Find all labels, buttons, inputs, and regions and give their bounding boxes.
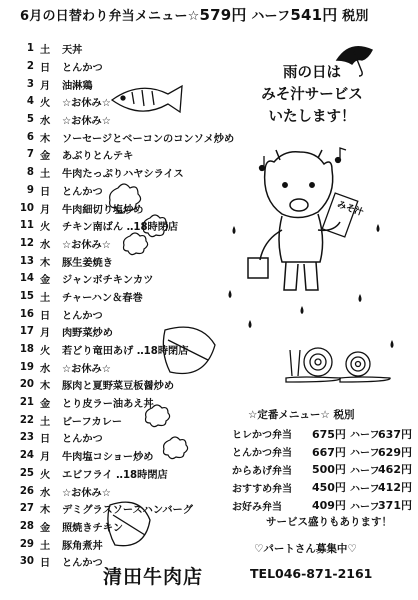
menu-item: ☆お休み☆ [62, 116, 111, 128]
title-text: 6月の日替わり弁当メニュー☆ [20, 9, 200, 24]
set-half-label: ハーフ [350, 430, 380, 442]
set-half-price: 629円 [378, 445, 412, 459]
day-number: 11 [19, 220, 34, 232]
menu-item: とんかつ [62, 63, 103, 75]
day-number: 23 [19, 432, 34, 444]
weekday: 金 [40, 275, 51, 287]
set-half-label: ハーフ [350, 465, 380, 477]
phone-number: TEL046-871-2161 [250, 566, 373, 581]
set-menu-row [232, 443, 412, 461]
menu-item: とんかつ [62, 310, 103, 322]
rain-notice [222, 62, 402, 128]
weekday: 水 [40, 487, 51, 499]
set-half-label: ハーフ [350, 448, 380, 460]
rain-line-2: みそ汁サービス [261, 87, 363, 103]
set-half-price: 371円 [378, 499, 412, 513]
weekday: 土 [40, 292, 51, 304]
set-price: 500円 [311, 463, 346, 477]
menu-item: デミグラスソースハンバーグ [62, 505, 193, 517]
weekday: 土 [40, 45, 51, 57]
weekday: 土 [40, 416, 51, 428]
day-number: 5 [26, 114, 34, 126]
menu-item: 牛肉塩コショー炒め [62, 452, 154, 464]
menu-item: チキン南ばん ‥18時閉店 [62, 222, 179, 234]
weekday: 日 [40, 558, 51, 570]
weekday: 月 [40, 328, 51, 340]
half-label: ハーフ [251, 9, 291, 24]
menu-item: 天丼 [62, 45, 83, 57]
leaf-icon [108, 327, 215, 546]
weekday: 木 [40, 505, 51, 517]
day-number: 26 [19, 485, 34, 497]
weekday: 日 [40, 63, 51, 75]
day-number: 20 [19, 379, 34, 391]
day-number: 25 [19, 467, 34, 479]
weekday: 月 [40, 452, 51, 464]
service-note: サービス盛りもあります！ [266, 516, 392, 528]
set-half-price: 412円 [378, 481, 412, 495]
set-half-price: 637円 [378, 427, 412, 441]
day-number: 1 [26, 43, 34, 55]
menu-item: 牛肉細切り塩炒め [62, 204, 144, 216]
menu-item: 豚角煮丼 [62, 540, 103, 552]
set-name: お好み弁当 [232, 501, 282, 513]
menu-item: 照焼きチキン [62, 522, 124, 534]
price-full: 579円 [199, 6, 247, 24]
menu-item: エビフライ ‥18時閉店 [62, 469, 168, 481]
weekday: 金 [40, 522, 51, 534]
set-menu-title: ☆定番メニュー☆ 税別 [248, 409, 355, 421]
menu-item: ☆お休み☆ [62, 363, 111, 375]
day-number: 24 [19, 450, 34, 462]
set-half-label: ハーフ [350, 483, 380, 495]
day-number: 8 [26, 167, 34, 179]
menu-item: ☆お休み☆ [62, 239, 111, 251]
menu-item: とり皮ラー油あえ丼 [62, 399, 154, 411]
day-number: 6 [26, 131, 34, 143]
weekday: 水 [40, 116, 51, 128]
set-menu-row [232, 461, 412, 479]
weekday: 木 [40, 257, 51, 269]
menu-item: とんかつ [62, 434, 103, 446]
day-number: 14 [19, 273, 34, 285]
day-number: 10 [19, 202, 34, 214]
day-number: 17 [19, 326, 34, 338]
day-number: 7 [26, 149, 34, 161]
weekday: 火 [40, 346, 51, 358]
menu-item: とんかつ [62, 186, 103, 198]
raindrop-icon [229, 224, 394, 348]
set-menu-row [232, 425, 412, 443]
menu-item: 油淋鶏 [62, 80, 93, 92]
day-number: 19 [19, 361, 34, 373]
fish-icon [112, 86, 182, 112]
weekday: 火 [40, 222, 51, 234]
weekday: 土 [40, 169, 51, 181]
weekday: 火 [40, 98, 51, 110]
day-number: 15 [19, 290, 34, 302]
weekday: 日 [40, 434, 51, 446]
menu-item: 若どり竜田あげ ‥18時閉店 [62, 346, 189, 358]
set-name: おすすめ弁当 [232, 483, 293, 495]
set-name: とんかつ弁当 [232, 448, 292, 460]
day-number: 27 [19, 503, 34, 515]
weekday: 月 [40, 80, 51, 92]
day-number: 22 [19, 414, 34, 426]
set-menu-row [232, 496, 412, 514]
weekday: 金 [40, 151, 51, 163]
recruit-note: ♡パートさん募集中♡ [254, 543, 357, 555]
set-price: 409円 [311, 499, 346, 513]
weekday: 火 [40, 469, 51, 481]
set-price: 675円 [311, 427, 346, 441]
day-number: 9 [26, 184, 34, 196]
set-menu-list [232, 425, 412, 514]
day-number: 4 [26, 96, 34, 108]
day-number: 2 [26, 61, 34, 73]
weekday: 金 [40, 399, 51, 411]
weekday: 日 [40, 310, 51, 322]
day-number: 3 [26, 78, 34, 90]
menu-item: ☆お休み☆ [62, 487, 111, 499]
menu-item: 豚生姜焼き [62, 257, 113, 269]
set-name: からあげ弁当 [232, 465, 292, 477]
weekday: 木 [40, 381, 51, 393]
menu-item: 肉野菜炒め [62, 328, 113, 340]
menu-item: ジャンボチキンカツ [62, 275, 154, 287]
menu-item: ビーフカレー [62, 416, 123, 428]
set-half-price: 462円 [378, 463, 412, 477]
set-menu-row [232, 478, 412, 496]
hydrangea-icon [110, 184, 188, 459]
set-name: ヒレかつ弁当 [232, 430, 292, 442]
weekday: 水 [40, 239, 51, 251]
set-half-label: ハーフ [350, 501, 380, 513]
menu-item: 牛肉たっぷりハヤシライス [62, 169, 184, 181]
menu-item: あぶりとんテキ [62, 151, 134, 163]
day-number: 18 [19, 344, 34, 356]
day-number: 28 [19, 520, 34, 532]
rain-line-1: 雨の日は [283, 65, 341, 81]
day-number: 16 [19, 308, 34, 320]
weekday: 土 [40, 540, 51, 552]
snail-icon [286, 348, 390, 382]
price-half: 541円 [290, 6, 338, 24]
day-number: 13 [19, 255, 34, 267]
day-number: 30 [19, 556, 34, 568]
set-price: 667円 [311, 445, 346, 459]
tax-label: 税別 [342, 9, 369, 24]
day-number: 29 [19, 538, 34, 550]
rain-line-3: いたします！ [268, 109, 356, 125]
menu-item: とんかつ [62, 558, 103, 570]
miso-label: みそ汁 [335, 199, 365, 219]
set-price: 450円 [311, 481, 346, 495]
menu-item: 豚肉と夏野菜豆板醤炒め [62, 381, 175, 393]
weekday: 木 [40, 133, 51, 145]
day-number: 21 [19, 397, 34, 409]
menu-item: チャーハン＆春巻 [62, 292, 143, 304]
weekday: 水 [40, 363, 51, 375]
shop-name: 清田牛肉店 [103, 566, 204, 588]
menu-item: ☆お休み☆ [62, 98, 111, 110]
menu-item: ソーセージとベーコンのコンソメ炒め [62, 133, 235, 145]
weekday: 日 [40, 186, 51, 198]
day-number: 12 [19, 237, 34, 249]
weekday: 月 [40, 204, 51, 216]
